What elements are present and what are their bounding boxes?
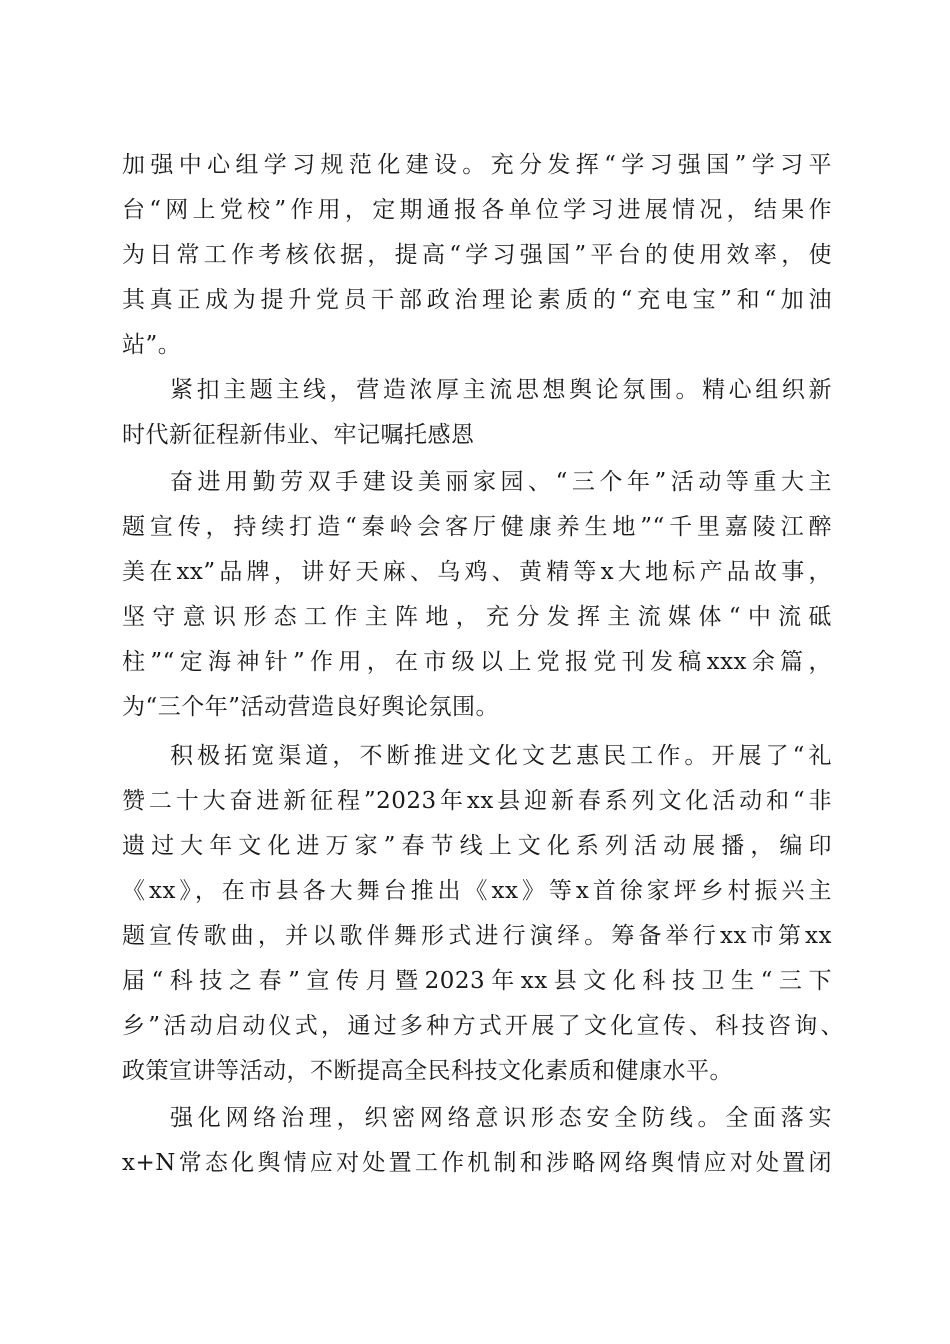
paragraph-start-line: 强化网络治理，织密网络意识形态安全防线。全面落实 bbox=[170, 1105, 832, 1131]
text-line: 题宣传，持续打造“秦岭会客厅健康养生地”“千里嘉陵江醉 bbox=[122, 514, 832, 540]
text-line: 赞二十大奋进新征程”2023年xx县迎新春系列文化活动和“非 bbox=[122, 788, 832, 814]
text-line: 美在xx”品牌，讲好天麻、乌鸡、黄精等x大地标产品故事， bbox=[122, 559, 832, 585]
paragraph-start-line: 紧扣主题主线，营造浓厚主流思想舆论氛围。精心组织新 bbox=[170, 377, 832, 403]
text-line: 为日常工作考核依据，提高“学习强国”平台的使用效率，使 bbox=[122, 242, 832, 268]
text-line: 其真正成为提升党员干部政治理论素质的“充电宝”和“加油 bbox=[122, 287, 832, 313]
text-line: 《xx》，在市县各大舞台推出《xx》等x首徐家坪乡村振兴主 bbox=[122, 878, 832, 904]
text-line: 为“三个年”活动营造良好舆论氛围。 bbox=[122, 694, 500, 720]
text-line: 台“网上党校”作用，定期通报各单位学习进展情况，结果作 bbox=[122, 197, 832, 223]
text-line: 届“科技之春”宣传月暨2023年xx县文化科技卫生“三下 bbox=[122, 968, 832, 994]
text-line: 柱”“定海神针”作用，在市级以上党报党刊发稿xxx余篇， bbox=[122, 649, 832, 675]
text-line: 站”。 bbox=[122, 332, 182, 358]
text-line: 时代新征程新伟业、牢记嘱托感恩 bbox=[122, 422, 475, 448]
text-line: 题宣传歌曲，并以歌伴舞形式进行演绎。筹备举行xx市第xx bbox=[122, 923, 832, 949]
paragraph-start-line: 积极拓宽渠道，不断推进文化文艺惠民工作。开展了“礼 bbox=[170, 743, 832, 769]
text-line: 政策宣讲等活动，不断提高全民科技文化素质和健康水平。 bbox=[122, 1058, 733, 1084]
text-line: 遗过大年文化进万家”春节线上文化系列活动展播，编印 bbox=[122, 833, 832, 859]
text-line: 坚守意识形态工作主阵地，充分发挥主流媒体“中流砥 bbox=[122, 604, 832, 630]
text-line: x+N常态化舆情应对处置工作机制和涉略网络舆情应对处置闭 bbox=[122, 1150, 832, 1176]
paragraph-start-line: 奋进用勤劳双手建设美丽家园、“三个年”活动等重大主 bbox=[170, 469, 832, 495]
text-line: 加强中心组学习规范化建设。充分发挥“学习强国”学习平 bbox=[122, 152, 832, 178]
text-line: 乡”活动启动仪式，通过多种方式开展了文化宣传、科技咨询、 bbox=[122, 1013, 844, 1039]
